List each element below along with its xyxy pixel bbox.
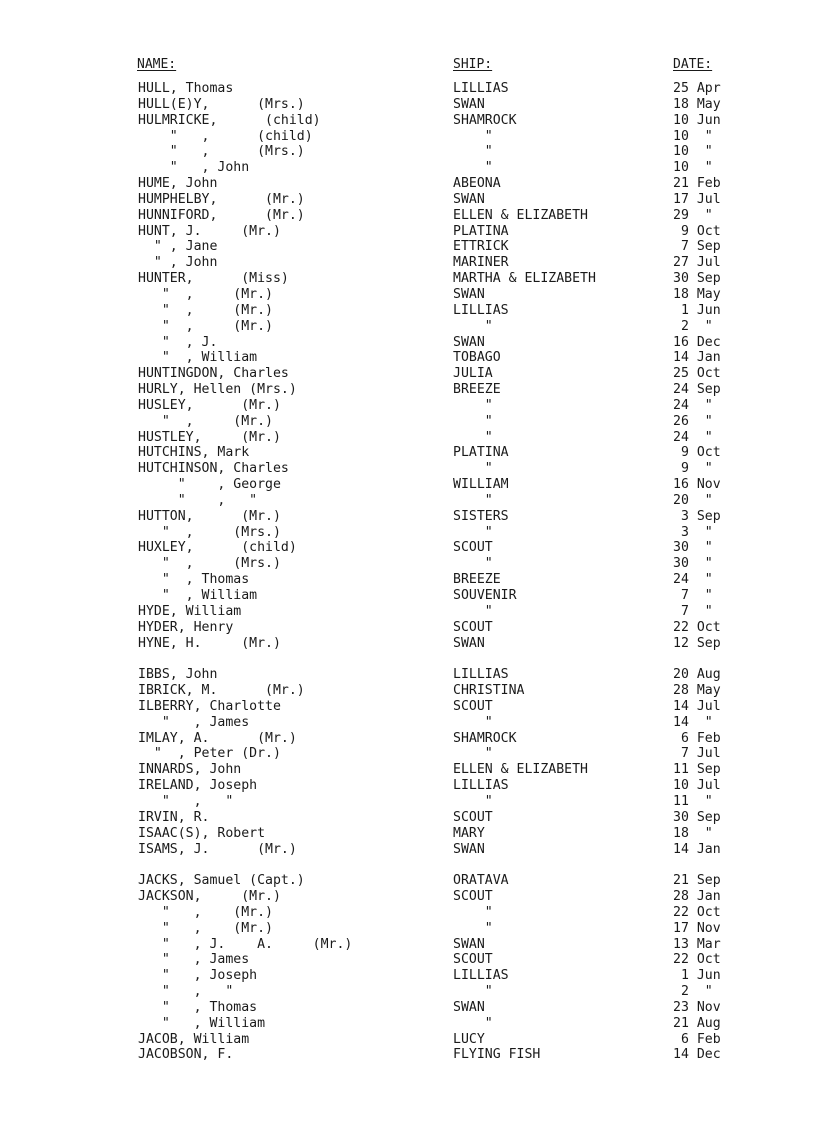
passenger-name: " , Thomas xyxy=(138,999,258,1015)
arrival-date: 18 " xyxy=(673,825,713,841)
passenger-name: HURLY, Hellen (Mrs.) xyxy=(138,382,297,398)
arrival-date: 20 " xyxy=(673,492,713,508)
table-row xyxy=(0,303,816,319)
table-row xyxy=(0,921,816,937)
table-row xyxy=(0,905,816,921)
arrival-date: 25 Apr xyxy=(673,81,721,96)
ship-name: LILLIAS xyxy=(453,968,509,984)
passenger-name: HYDER, Henry xyxy=(138,619,234,635)
passenger-name: ISAMS, J. (Mr.) xyxy=(138,841,297,857)
arrival-date: 9 " xyxy=(673,461,713,477)
arrival-date: 28 May xyxy=(673,683,721,699)
passenger-name: HUTCHINSON, Charles xyxy=(138,461,289,477)
table-row xyxy=(0,160,816,176)
table-row xyxy=(0,715,816,731)
arrival-date: 24 " xyxy=(673,397,713,413)
ship-name: LILLIAS xyxy=(453,302,509,318)
passenger-name: " , " xyxy=(138,492,258,508)
arrival-date: 10 " xyxy=(673,144,713,160)
passenger-name: " , William xyxy=(138,1015,266,1031)
arrival-date: 24 Sep xyxy=(673,382,721,398)
ship-name: " xyxy=(453,429,493,445)
passenger-name: " , (Mr.) xyxy=(138,904,273,920)
table-row xyxy=(0,192,816,208)
table-row xyxy=(0,810,816,826)
arrival-date: 18 May xyxy=(673,286,721,302)
ship-name: SWAN xyxy=(453,334,485,350)
arrival-date: 30 " xyxy=(673,540,713,556)
ship-name: PLATINA xyxy=(453,445,509,461)
arrival-date: 7 " xyxy=(673,603,713,619)
table-row xyxy=(0,255,816,271)
passenger-name: " , (Mr.) xyxy=(138,318,273,334)
passenger-name: HUNTER, (Miss) xyxy=(138,271,289,287)
ship-name: SOUVENIR xyxy=(453,588,517,603)
passenger-name: " , (Mr.) xyxy=(138,413,273,429)
ship-name: ELLEN & ELIZABETH xyxy=(453,207,588,223)
table-row xyxy=(0,239,816,255)
passenger-name: " , (Mr.) xyxy=(138,920,273,936)
ship-name: SWAN xyxy=(453,286,485,302)
table-row xyxy=(0,746,816,762)
table-row xyxy=(0,271,816,287)
arrival-date: 18 May xyxy=(673,96,721,112)
passenger-name: HUTCHINS, Mark xyxy=(138,445,250,461)
passenger-name: HUXLEY, (child) xyxy=(138,540,297,556)
arrival-date: 11 " xyxy=(673,793,713,809)
passenger-name: " , (child) xyxy=(138,128,313,144)
table-row xyxy=(0,445,816,461)
ship-name: " xyxy=(453,1015,493,1031)
ship-name: FLYING FISH xyxy=(453,1047,541,1063)
arrival-date: 1 Jun xyxy=(673,302,721,318)
passenger-name: HUSLEY, (Mr.) xyxy=(138,397,281,413)
ship-name: TOBAGO xyxy=(453,350,501,366)
ship-name: SCOUT xyxy=(453,540,493,556)
passenger-name: IBRICK, M. (Mr.) xyxy=(138,683,305,699)
arrival-date: 17 Nov xyxy=(673,920,721,936)
passenger-name: HUME, John xyxy=(138,176,218,192)
ship-name: SHAMROCK xyxy=(453,730,517,746)
passenger-name: JACKSON, (Mr.) xyxy=(138,889,281,905)
arrival-date: 14 " xyxy=(673,714,713,730)
ship-name: " xyxy=(453,318,493,334)
table-row xyxy=(0,129,816,145)
ship-name: PLATINA xyxy=(453,223,509,239)
arrival-date: 12 Sep xyxy=(673,635,721,651)
passenger-name: JACOB, William xyxy=(138,1031,250,1047)
passenger-name: " , Joseph xyxy=(138,968,258,984)
table-row xyxy=(0,319,816,335)
arrival-date: 23 Nov xyxy=(673,999,721,1015)
table-row xyxy=(0,731,816,747)
section-gap xyxy=(0,651,816,667)
ship-column-header: SHIP: xyxy=(453,57,493,72)
passenger-name: HULL, Thomas xyxy=(138,81,234,96)
table-row xyxy=(0,667,816,683)
ship-name: " xyxy=(453,397,493,413)
ship-name: " xyxy=(453,160,493,176)
table-row xyxy=(0,335,816,351)
table-row xyxy=(0,794,816,810)
ship-name: SCOUT xyxy=(453,952,493,968)
table-row xyxy=(0,826,816,842)
passenger-name: " , James xyxy=(138,714,250,730)
table-row xyxy=(0,176,816,192)
ship-name: " xyxy=(453,413,493,429)
arrival-date: 24 " xyxy=(673,572,713,588)
passenger-name: " , (Mrs.) xyxy=(138,556,281,572)
table-row xyxy=(0,97,816,113)
passenger-name: " , J. xyxy=(138,334,218,350)
arrival-date: 30 " xyxy=(673,556,713,572)
ship-name: " xyxy=(453,984,493,1000)
table-row xyxy=(0,382,816,398)
passenger-name: " , (Mrs.) xyxy=(138,524,281,540)
table-row xyxy=(0,540,816,556)
table-row xyxy=(0,224,816,240)
arrival-date: 9 Oct xyxy=(673,223,721,239)
table-row xyxy=(0,889,816,905)
passenger-name: " , Jane xyxy=(138,239,218,255)
table-row xyxy=(0,1047,816,1063)
ship-name: SISTERS xyxy=(453,508,509,524)
arrival-date: 30 Sep xyxy=(673,809,721,825)
table-row xyxy=(0,430,816,446)
arrival-date: 6 Feb xyxy=(673,1031,721,1047)
arrival-date: 1 Jun xyxy=(673,968,721,984)
ship-name: LILLIAS xyxy=(453,81,509,96)
passenger-name: IRVIN, R. xyxy=(138,809,210,825)
arrival-date: 11 Sep xyxy=(673,762,721,778)
passenger-name: " , J. A. (Mr.) xyxy=(138,936,353,952)
arrival-date: 20 Aug xyxy=(673,667,721,683)
passenger-list xyxy=(0,81,816,1063)
arrival-date: 24 " xyxy=(673,429,713,445)
passenger-name: HUSTLEY, (Mr.) xyxy=(138,429,281,445)
ship-name: " xyxy=(453,144,493,160)
passenger-name: JACKS, Samuel (Capt.) xyxy=(138,873,305,889)
name-column-header: NAME: xyxy=(137,57,177,72)
ship-name: SWAN xyxy=(453,999,485,1015)
ship-name: MARY xyxy=(453,825,485,841)
passenger-name: HUMPHELBY, (Mr.) xyxy=(138,191,305,207)
arrival-date: 25 Oct xyxy=(673,366,721,382)
arrival-date: 28 Jan xyxy=(673,889,721,905)
date-column-header: DATE: xyxy=(673,57,713,72)
ship-name: SCOUT xyxy=(453,889,493,905)
arrival-date: 29 " xyxy=(673,207,713,223)
ship-name: " xyxy=(453,793,493,809)
passenger-name: HUTTON, (Mr.) xyxy=(138,508,281,524)
arrival-date: 21 Sep xyxy=(673,873,721,889)
ship-name: SCOUT xyxy=(453,619,493,635)
ship-name: SWAN xyxy=(453,96,485,112)
table-row xyxy=(0,144,816,160)
arrival-date: 2 " xyxy=(673,984,713,1000)
arrival-date: 10 " xyxy=(673,128,713,144)
arrival-date: 16 Nov xyxy=(673,477,721,493)
table-row xyxy=(0,588,816,604)
arrival-date: 22 Oct xyxy=(673,619,721,635)
arrival-date: 10 " xyxy=(673,160,713,176)
table-row xyxy=(0,350,816,366)
ship-name: SCOUT xyxy=(453,698,493,714)
arrival-date: 10 Jun xyxy=(673,112,721,128)
passenger-name: HUNNIFORD, (Mr.) xyxy=(138,207,305,223)
arrival-date: 6 Feb xyxy=(673,730,721,746)
passenger-name: IRELAND, Joseph xyxy=(138,778,258,794)
passenger-name: " , Thomas xyxy=(138,572,250,588)
table-row xyxy=(0,113,816,129)
table-row xyxy=(0,683,816,699)
passenger-name: " , (Mr.) xyxy=(138,286,273,302)
table-row xyxy=(0,636,816,652)
table-row xyxy=(0,1032,816,1048)
table-row xyxy=(0,873,816,889)
passenger-name: INNARDS, John xyxy=(138,762,242,778)
ship-name: " xyxy=(453,524,493,540)
ship-name: CHRISTINA xyxy=(453,683,525,699)
table-row xyxy=(0,620,816,636)
ship-name: WILLIAM xyxy=(453,477,509,493)
table-row xyxy=(0,81,816,97)
arrival-date: 14 Jan xyxy=(673,841,721,857)
arrival-date: 7 Sep xyxy=(673,239,721,255)
passenger-name: HUNTINGDON, Charles xyxy=(138,366,289,382)
ship-name: " xyxy=(453,920,493,936)
table-row xyxy=(0,1000,816,1016)
ship-name: BREEZE xyxy=(453,572,501,588)
arrival-date: 21 Aug xyxy=(673,1015,721,1031)
arrival-date: 14 Jul xyxy=(673,698,721,714)
ship-name: " xyxy=(453,556,493,572)
table-row xyxy=(0,762,816,778)
passenger-name: " , John xyxy=(138,160,250,176)
passenger-name: " , John xyxy=(138,255,218,271)
table-row xyxy=(0,778,816,794)
ship-name: BREEZE xyxy=(453,382,501,398)
ship-name: " xyxy=(453,714,493,730)
passenger-name: HULMRICKE, (child) xyxy=(138,112,321,128)
ship-name: MARTHA & ELIZABETH xyxy=(453,271,596,287)
ship-name: ABEONA xyxy=(453,176,501,192)
table-row xyxy=(0,208,816,224)
ship-name: JULIA xyxy=(453,366,493,382)
arrival-date: 2 " xyxy=(673,318,713,334)
passenger-name: HYDE, William xyxy=(138,603,242,619)
arrival-date: 16 Dec xyxy=(673,334,721,350)
table-row xyxy=(0,493,816,509)
passenger-name: JACOBSON, F. xyxy=(138,1047,234,1063)
arrival-date: 22 Oct xyxy=(673,904,721,920)
arrival-date: 30 Sep xyxy=(673,271,721,287)
table-row xyxy=(0,699,816,715)
ship-name: SWAN xyxy=(453,936,485,952)
passenger-name: IMLAY, A. (Mr.) xyxy=(138,730,297,746)
arrival-date: 17 Jul xyxy=(673,191,721,207)
table-row xyxy=(0,525,816,541)
arrival-date: 10 Jul xyxy=(673,778,721,794)
table-row xyxy=(0,952,816,968)
passenger-name: " , William xyxy=(138,588,258,603)
table-row xyxy=(0,604,816,620)
ship-name: ELLEN & ELIZABETH xyxy=(453,762,588,778)
table-row xyxy=(0,287,816,303)
arrival-date: 14 Jan xyxy=(673,350,721,366)
arrival-date: 3 Sep xyxy=(673,508,721,524)
ship-name: SWAN xyxy=(453,635,485,651)
passenger-name: ILBERRY, Charlotte xyxy=(138,698,281,714)
passenger-name: " , William xyxy=(138,350,258,366)
ship-name: LUCY xyxy=(453,1031,485,1047)
ship-name: " xyxy=(453,128,493,144)
passenger-name: " , George xyxy=(138,477,281,493)
ship-name: ETTRICK xyxy=(453,239,509,255)
ship-name: LILLIAS xyxy=(453,778,509,794)
ship-name: SWAN xyxy=(453,191,485,207)
table-row xyxy=(0,937,816,953)
table-row xyxy=(0,1016,816,1032)
section-gap xyxy=(0,857,816,873)
passenger-name: HYNE, H. (Mr.) xyxy=(138,635,281,651)
ship-name: " xyxy=(453,603,493,619)
passenger-name: " , (Mrs.) xyxy=(138,144,305,160)
passenger-name: HUNT, J. (Mr.) xyxy=(138,223,281,239)
ship-name: ORATAVA xyxy=(453,873,509,889)
arrival-date: 13 Mar xyxy=(673,936,721,952)
table-row xyxy=(0,556,816,572)
arrival-date: 27 Jul xyxy=(673,255,721,271)
arrival-date: 9 Oct xyxy=(673,445,721,461)
passenger-name: ISAAC(S), Robert xyxy=(138,825,266,841)
table-row xyxy=(0,509,816,525)
table-row xyxy=(0,842,816,858)
arrival-date: 21 Feb xyxy=(673,176,721,192)
ship-name: SCOUT xyxy=(453,809,493,825)
table-row xyxy=(0,477,816,493)
arrival-date: 14 Dec xyxy=(673,1047,721,1063)
ship-name: SWAN xyxy=(453,841,485,857)
passenger-name: IBBS, John xyxy=(138,667,218,683)
ship-name: " xyxy=(453,904,493,920)
passenger-name: " , James xyxy=(138,952,250,968)
passenger-name: HULL(E)Y, (Mrs.) xyxy=(138,96,305,112)
passenger-name: " , (Mr.) xyxy=(138,302,273,318)
ship-name: " xyxy=(453,746,493,762)
ship-name: MARINER xyxy=(453,255,509,271)
passenger-name: " , " xyxy=(138,793,234,809)
passenger-name: " , " xyxy=(138,984,234,1000)
ship-name: LILLIAS xyxy=(453,667,509,683)
table-row xyxy=(0,398,816,414)
arrival-date: 22 Oct xyxy=(673,952,721,968)
table-row xyxy=(0,572,816,588)
table-row xyxy=(0,414,816,430)
ship-name: " xyxy=(453,461,493,477)
arrival-date: 26 " xyxy=(673,413,713,429)
table-row xyxy=(0,366,816,382)
ship-name: SHAMROCK xyxy=(453,112,517,128)
table-row xyxy=(0,461,816,477)
arrival-date: 7 Jul xyxy=(673,746,721,762)
passenger-name: " , Peter (Dr.) xyxy=(138,746,281,762)
table-row xyxy=(0,968,816,984)
table-row xyxy=(0,984,816,1000)
arrival-date: 3 " xyxy=(673,524,713,540)
ship-name: " xyxy=(453,492,493,508)
arrival-date: 7 " xyxy=(673,588,713,603)
